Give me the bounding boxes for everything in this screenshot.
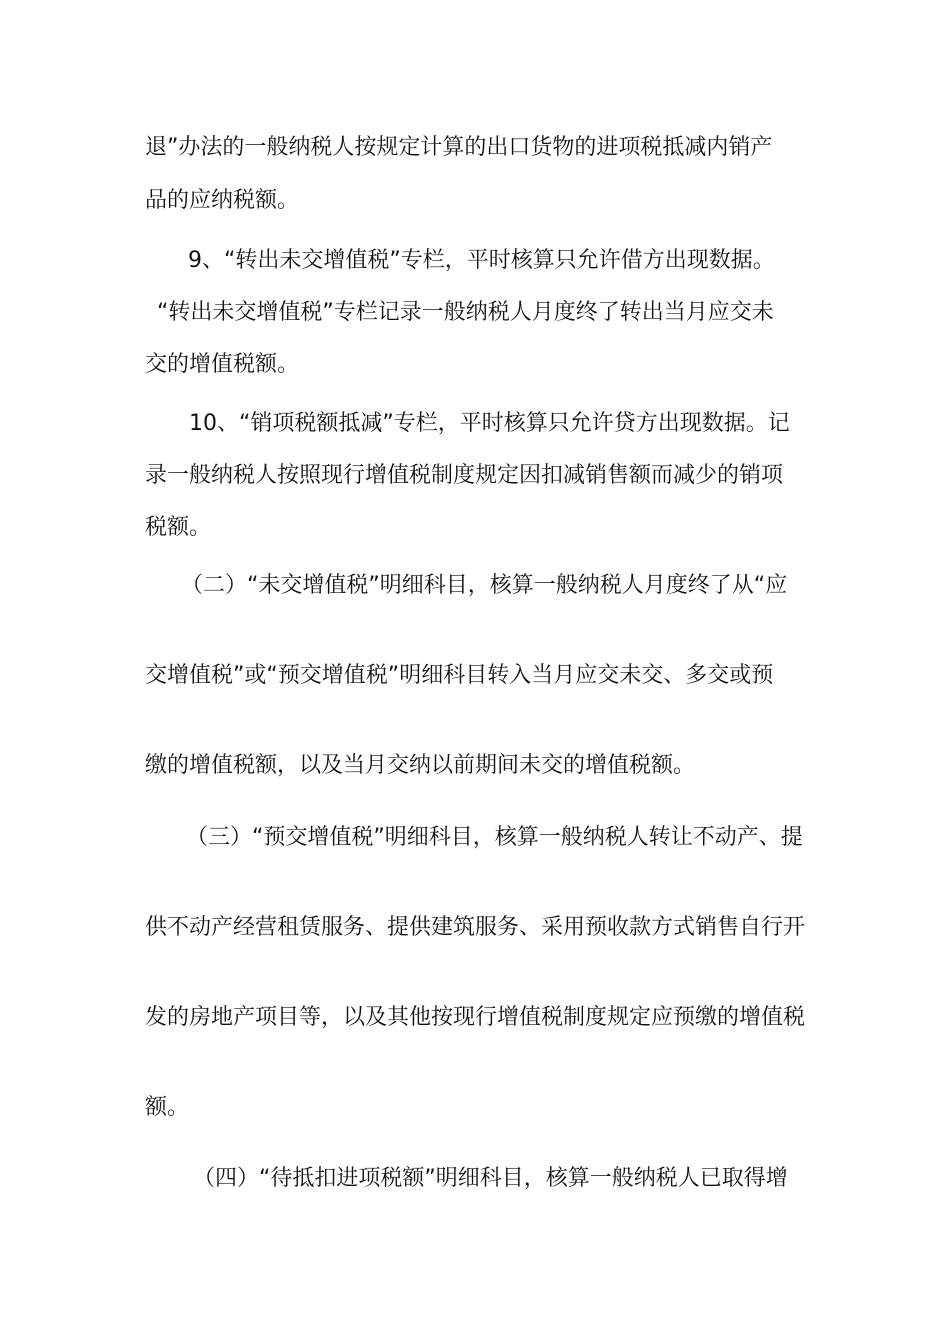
paragraph-line: 9、“转出未交增值税”专栏，平时核算只允许借方出现数据。 (188, 248, 775, 273)
paragraph-line: 10、“销项税额抵减”专栏，平时核算只允许贷方出现数据。记 (189, 411, 790, 436)
paragraph-line: （三）“预交增值税”明细科目，核算一般纳税人转让不动产、提 (186, 825, 803, 850)
paragraph-line: 额。 (145, 1095, 190, 1120)
paragraph-line: 交增值税”或“预交增值税”明细科目转入当月应交未交、多交或预 (145, 663, 774, 688)
paragraph-line: 品的应纳税额。 (145, 188, 300, 213)
paragraph-line: 税额。 (145, 515, 212, 540)
paragraph-line: 缴的增值税额，以及当月交纳以前期间未交的增值税额。 (145, 753, 696, 778)
paragraph-line: 交的增值税额。 (145, 352, 300, 377)
paragraph-line: 供不动产经营租赁服务、提供建筑服务、采用预收款方式销售自行开 (145, 915, 806, 940)
paragraph-line: （二）“未交增值税”明细科目，核算一般纳税人月度终了从“应 (181, 573, 788, 598)
paragraph-line: （四）“待抵扣进项税额”明细科目，核算一般纳税人已取得增 (193, 1166, 788, 1191)
paragraph-line: 录一般纳税人按照现行增值税制度规定因扣减销售额而减少的销项 (145, 463, 784, 488)
paragraph-line: “转出未交增值税”专栏记录一般纳税人月度终了转出当月应交未 (157, 300, 774, 325)
paragraph-line: 发的房地产项目等，以及其他按现行增值税制度规定应预缴的增值税 (145, 1005, 806, 1030)
paragraph-line: 退”办法的一般纳税人按规定计算的出口货物的进项税抵减内销产 (145, 135, 773, 160)
